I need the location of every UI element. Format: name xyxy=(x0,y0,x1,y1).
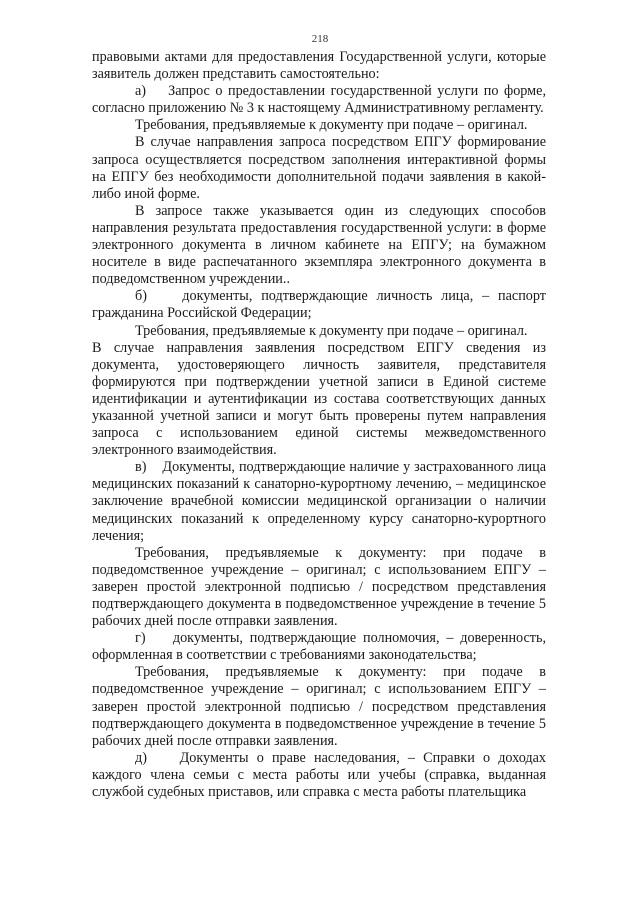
paragraph-item-g-authority: г) документы, подтверждающие полномочия, – доверенность, оформленная в соответствии с требованиями законодательства; xyxy=(92,630,546,664)
paragraph-requirements-original: Требования, предъявляемые к документу при подаче – оригинал. xyxy=(135,322,528,339)
paragraph-requirements-signature: Требования, предъявляемые к документу: при подаче в подведомственное учреждение – оригинал; с использованием ЕПГУ – заверен простой электронной подписью / посредством представления подтверждающего документа в подведомственное учреждение в течение 5 рабочих дней после отправки заявления. xyxy=(92,664,546,749)
paragraph-esia-identity: В случае направления заявления посредством ЕПГУ сведения из документа, удостоверяющего личность заявителя, представителя формируются при подтверждении учетной записи в Единой системе идентификации и аутентификации из состава соответствующих данных указанной учетной записи и могут быть проверены путем направления запроса с использованием единой системы межведомственного электронного взаимодействия. xyxy=(92,339,546,459)
paragraph-result-delivery: В запросе также указывается один из следующих способов направления результата предоставления государственной услуги: в форме электронного документа в личном кабинете на ЕПГУ; на бумажном носителе в виде распечатанного экземпляра электронного документа в подведомственном учреждении.. xyxy=(92,202,546,288)
paragraph-requirements-signature: Требования, предъявляемые к документу: при подаче в подведомственное учреждение – оригинал; с использованием ЕПГУ – заверен простой электронной подписью / посредством представления подтверждающего документа в подведомственное учреждение в течение 5 рабочих дней после отправки заявления. xyxy=(92,544,546,630)
paragraph-item-v-medical: в) Документы, подтверждающие наличие у застрахованного лица медицинских показаний к санаторно-курортному лечению, – медицинское заключение врачебной комиссии медицинской организации о наличии медицинских показаний к определенному курсу санаторно-курортного лечения; xyxy=(92,459,546,544)
paragraph-intro-continuation: правовыми актами для предоставления Государственной услуги, которые заявитель должен представить самостоятельно: xyxy=(92,49,546,83)
paragraph-epgu-request: В случае направления запроса посредством ЕПГУ формирование запроса осуществляется посредством заполнения интерактивной формы на ЕПГУ без необходимости дополнительной подачи заявления в какой-либо иной форме. xyxy=(92,134,546,202)
paragraph-item-a-request: а) Запрос о предоставлении государственной услуги по форме, согласно приложению № 3 к настоящему Административному регламенту. xyxy=(92,83,546,117)
paragraph-item-b-identity: б) документы, подтверждающие личность лица, – паспорт гражданина Российской Федерации; xyxy=(92,288,546,322)
paragraph-requirements-original: Требования, предъявляемые к документу при подаче – оригинал. xyxy=(135,117,528,134)
document-body xyxy=(92,49,546,801)
paragraph-item-d-inheritance: д) Документы о праве наследования, – Справки о доходах каждого члена семьи с места работы или учебы (справка, выданная службой судебных приставов, или справка с места работы плательщика xyxy=(92,749,546,801)
page-number: 218 xyxy=(311,33,329,45)
